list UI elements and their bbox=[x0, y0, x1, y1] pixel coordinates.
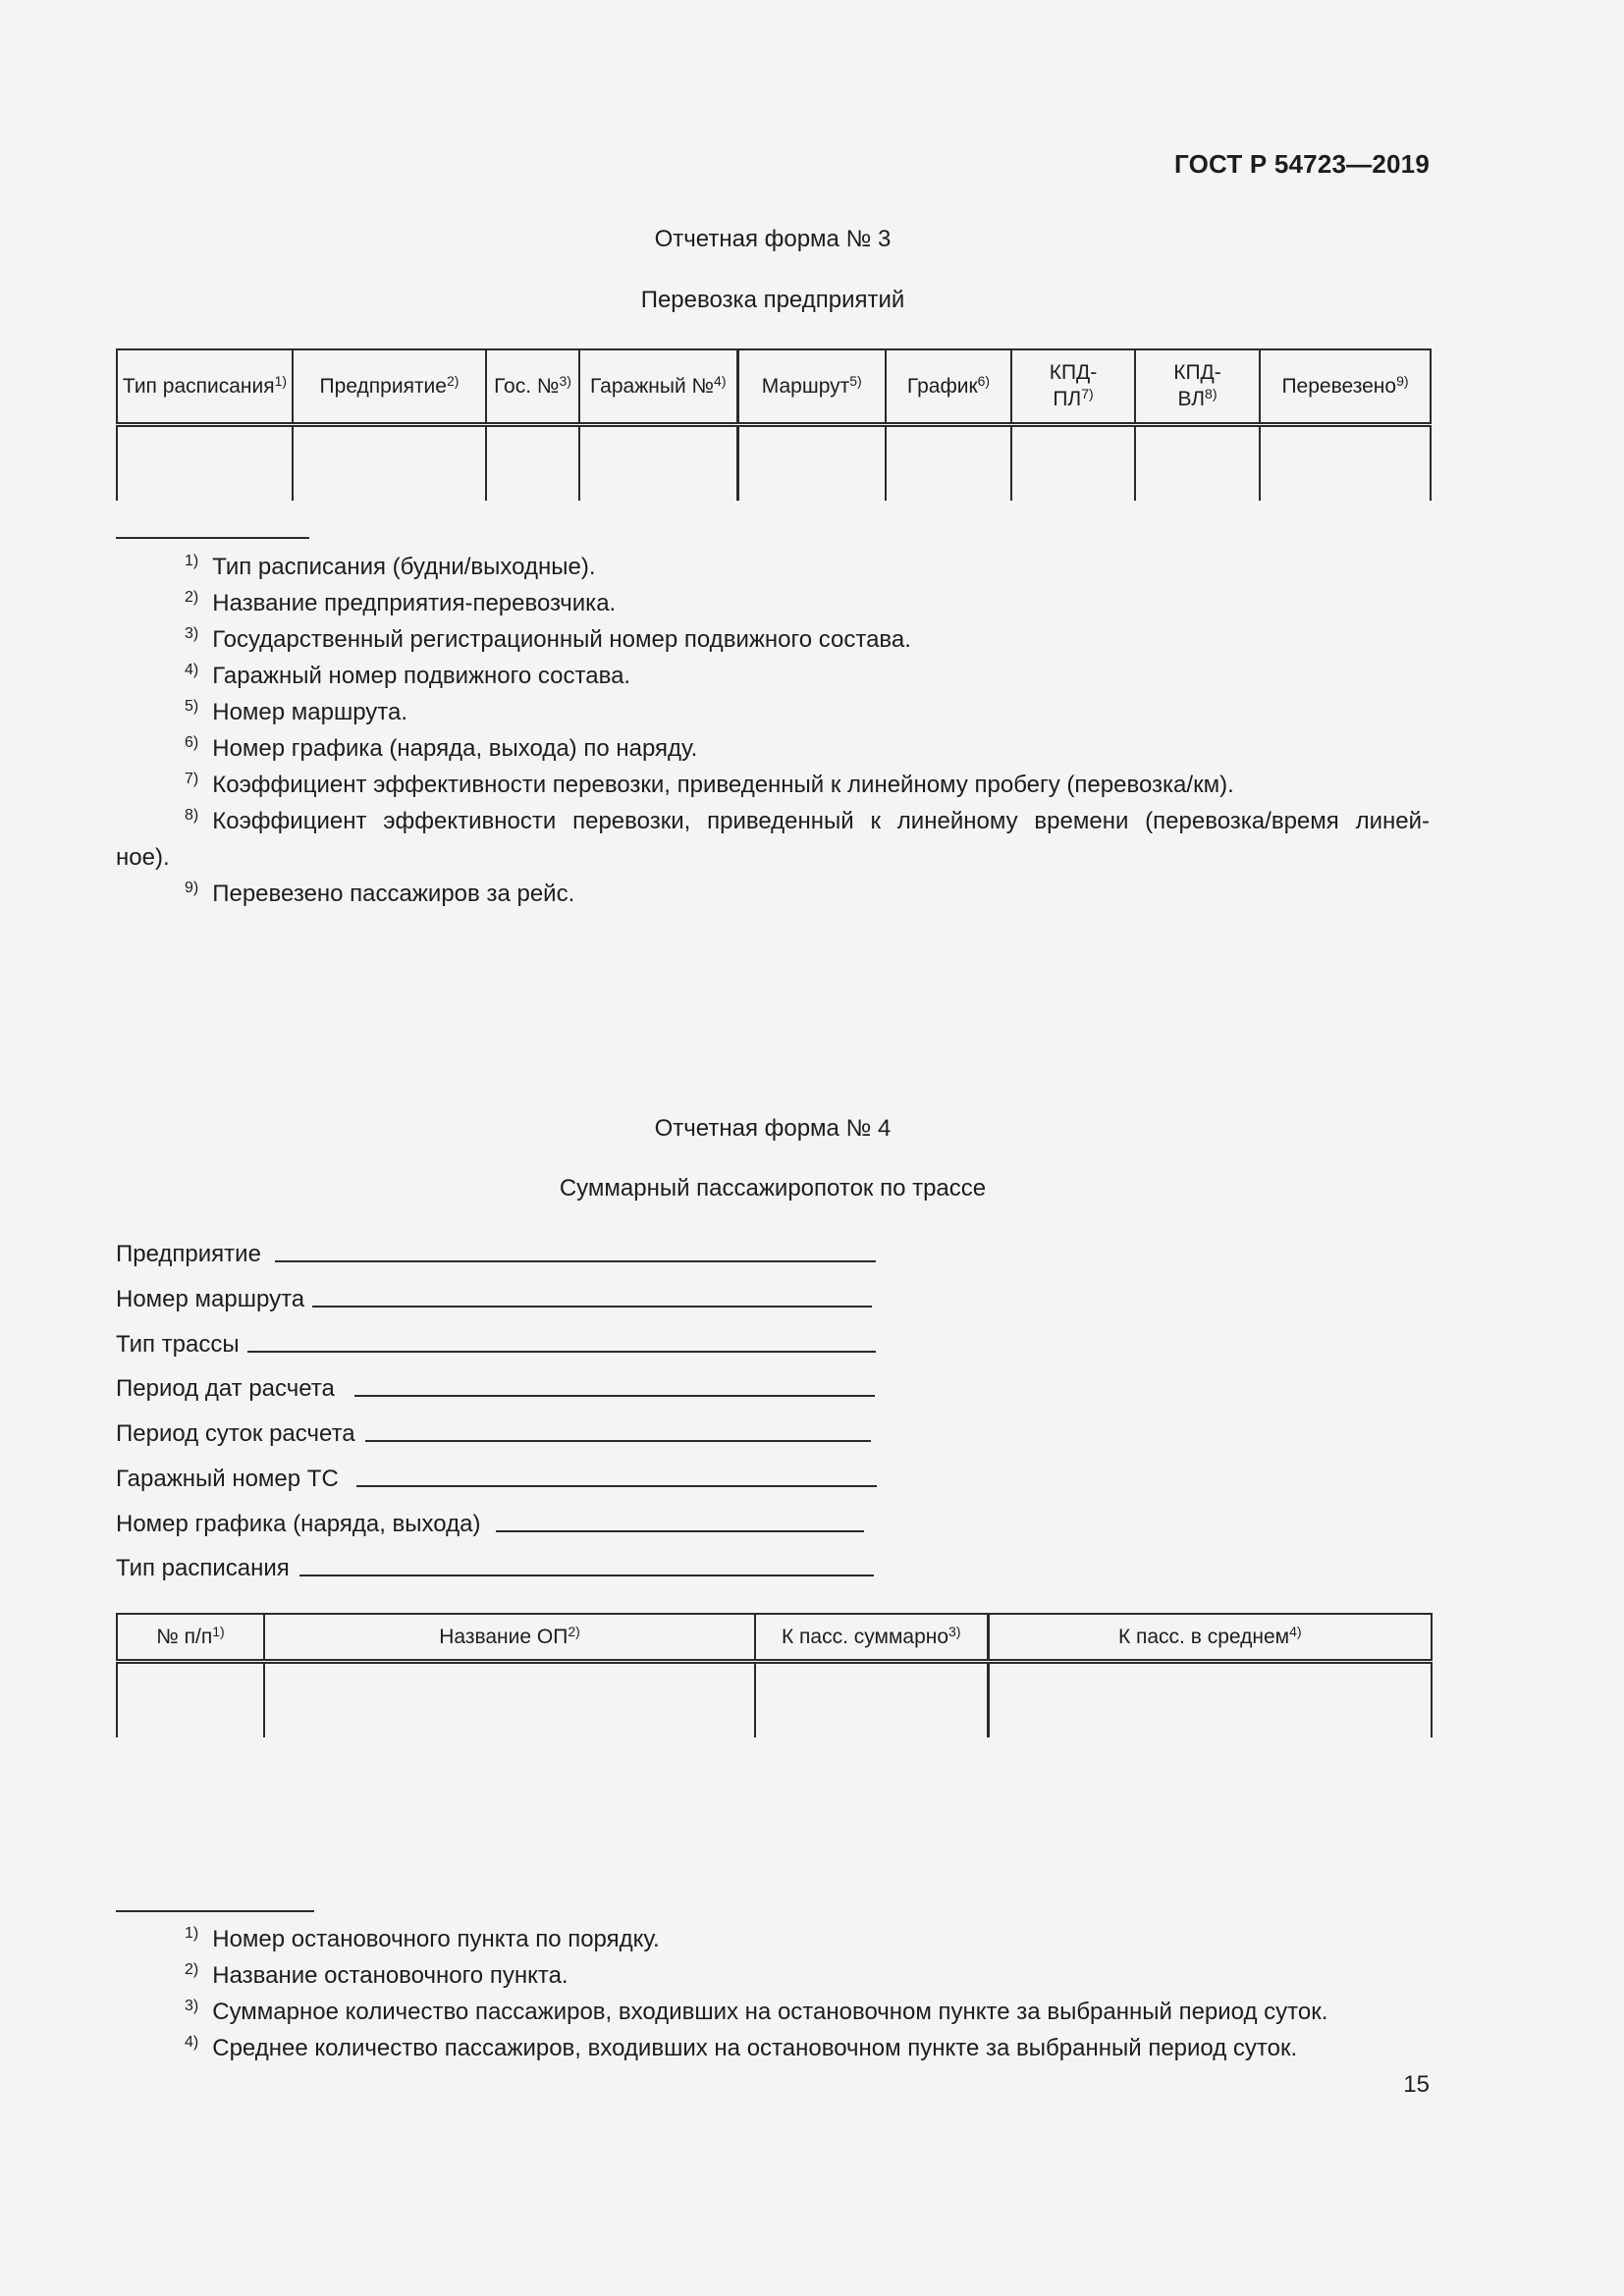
field-enterprise: Предприятие bbox=[116, 1229, 876, 1268]
field-route-type: Тип трассы bbox=[116, 1319, 876, 1359]
form3-col-reg-number: Гос. №$^{3)}$ bbox=[486, 349, 579, 424]
field-schedule-number: Номер графика (наряда, выхода) bbox=[116, 1499, 864, 1538]
field-garage-number-line[interactable] bbox=[356, 1485, 877, 1487]
footnote-item-continuation: ное). bbox=[116, 844, 170, 871]
footnote-item: $^{3)}$ Государственный регистрационный номер подвижного состава. bbox=[185, 625, 911, 653]
footnote-item: $^{1)}$ Номер остановочного пункта по порядку. bbox=[185, 1925, 660, 1952]
form3-col-schedule: График$^{6)}$ bbox=[886, 349, 1011, 424]
form4-col-pass-total: К пасс. суммарно$^{3)}$ bbox=[755, 1614, 988, 1661]
field-route-number: Номер маршрута bbox=[116, 1274, 872, 1313]
footnote-item: $^{4)}$ Гаражный номер подвижного состава. bbox=[185, 662, 631, 689]
form4-col-stop-name: Название ОП$^{2)}$ bbox=[264, 1614, 755, 1661]
form3-col-garage-number: Гаражный №$^{4)}$ bbox=[579, 349, 737, 424]
form3-col-kpd-pl: КПД-ПЛ$^{7)}$ bbox=[1011, 349, 1135, 424]
form3-col-kpd-vl: КПД-ВЛ$^{8)}$ bbox=[1135, 349, 1260, 424]
standard-code: ГОСТ Р 54723—2019 bbox=[1174, 149, 1430, 179]
form3-col-enterprise: Предприятие$^{2)}$ bbox=[293, 349, 486, 424]
form3-footnote-rule bbox=[116, 537, 309, 539]
form3-empty-row bbox=[117, 424, 1431, 501]
form4-subtitle: Суммарный пассажиропоток по трассе bbox=[559, 1175, 987, 1201]
form4-footnote-rule bbox=[116, 1910, 314, 1912]
footnote-item: $^{7)}$ Коэффициент эффективности перевозки, приведенный к линейному пробегу (перевозка/км). bbox=[185, 771, 1234, 798]
form4-col-number: № $п/п^{1)}$ bbox=[117, 1614, 264, 1661]
field-garage-number: Гаражный номер ТС bbox=[116, 1454, 877, 1493]
form3-footnotes bbox=[116, 549, 1430, 912]
field-schedule-type-line[interactable] bbox=[299, 1575, 874, 1576]
form4-table bbox=[116, 1613, 1433, 1737]
form3-table bbox=[116, 348, 1432, 501]
footnote-item: $^{6)}$ Номер графика (наряда, выхода) по наряду. bbox=[185, 734, 698, 762]
page-number: 15 bbox=[1403, 2071, 1430, 2098]
form3-col-route: Маршрут$^{5)}$ bbox=[737, 349, 886, 424]
field-route-number-line[interactable] bbox=[312, 1306, 872, 1308]
form4-empty-row bbox=[117, 1661, 1432, 1737]
form3-col-schedule-type: Тип расписания$^{1)}$ bbox=[117, 349, 293, 424]
footnote-item: $^{1)}$ Тип расписания (будни/выходные). bbox=[185, 553, 596, 580]
field-day-period: Период суток расчета bbox=[116, 1409, 871, 1448]
footnote-item: $^{2)}$ Название остановочного пункта. bbox=[185, 1961, 568, 1989]
footnote-item: $^{9)}$ Перевезено пассажиров за рейс. bbox=[185, 880, 575, 907]
field-date-period-line[interactable] bbox=[354, 1395, 875, 1397]
footnote-item: $^{3)}$ Суммарное количество пассажиров, входивших на остановочном пункте за выбранный период суток. bbox=[185, 1998, 1328, 2025]
form3-col-transported: Перевезено$^{9)}$ bbox=[1260, 349, 1431, 424]
field-route-type-line[interactable] bbox=[247, 1351, 876, 1353]
field-schedule-number-line[interactable] bbox=[496, 1530, 864, 1532]
form4-col-pass-average: К пасс. в среднем$^{4)}$ bbox=[988, 1614, 1432, 1661]
field-date-period: Период дат расчета bbox=[116, 1363, 875, 1403]
field-day-period-line[interactable] bbox=[365, 1440, 871, 1442]
footnote-item: $^{8)}$ Коэффициент эффективности перевозки, приведенный к линейному времени (перевозка/время линей- bbox=[185, 807, 1430, 834]
form4-footnotes bbox=[116, 1921, 1430, 2066]
field-enterprise-line[interactable] bbox=[275, 1260, 876, 1262]
footnote-item: $^{2)}$ Название предприятия-перевозчика. bbox=[185, 589, 617, 616]
form3-title: Отчетная форма № 3 bbox=[654, 226, 892, 252]
form4-title: Отчетная форма № 4 bbox=[654, 1115, 892, 1142]
form3-subtitle: Перевозка предприятий bbox=[640, 287, 905, 313]
footnote-item: $^{5)}$ Номер маршрута. bbox=[185, 698, 408, 725]
field-schedule-type: Тип расписания bbox=[116, 1543, 874, 1582]
footnote-item: $^{4)}$ Среднее количество пассажиров, входивших на остановочном пункте за выбранный период суток. bbox=[185, 2034, 1298, 2061]
